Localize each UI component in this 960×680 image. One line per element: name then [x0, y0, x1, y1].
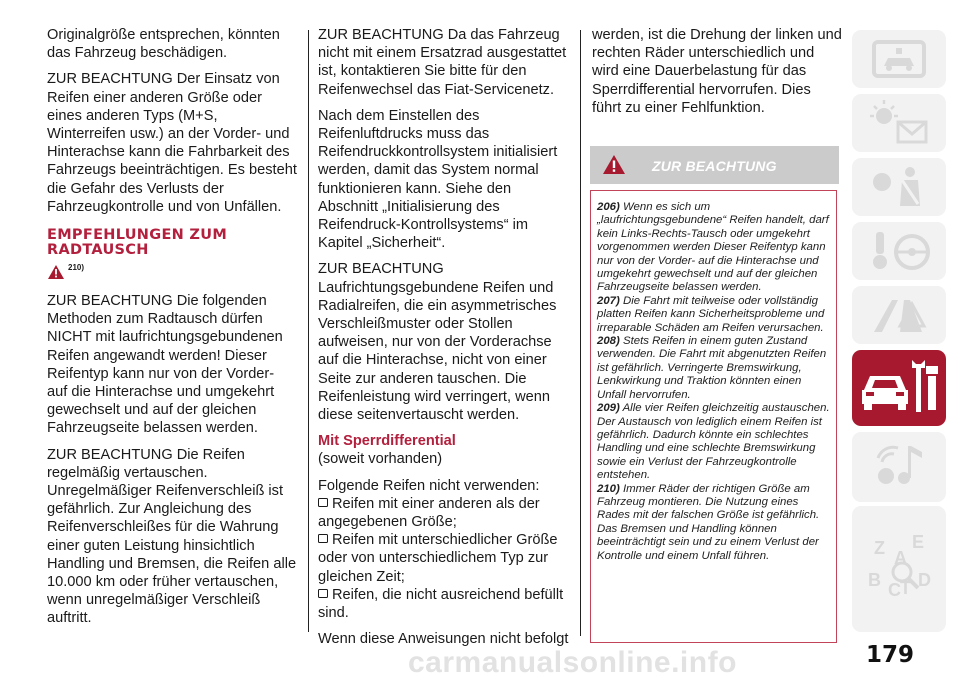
index-letter: C — [888, 580, 901, 600]
text-column-2 — [318, 26, 570, 657]
checkbox-bullet-icon — [318, 589, 328, 598]
paragraph: werden, ist die Drehung der linken und rechten Räder unterschiedlich und wird eine Dauerbelastung für das Sperrdifferential hervorrufen. Dies führt zu einer Fehlfunktion. — [592, 27, 842, 116]
list-item: Reifen mit unterschiedlicher Größe oder von unterschiedlichem Typ zur gleichen Zeit; — [318, 532, 558, 585]
warning-reference[interactable] — [47, 262, 297, 280]
index-letter: E — [912, 532, 925, 552]
list-item: Reifen mit einer anderen als der angegebenen Größe; — [318, 495, 540, 531]
notice-item: 209) Alle vier Reifen gleichzeitig austauschen. Der Austausch von lediglich einem Reifen ist gefährlich. Dadurch könnte ein schlechtes Handling und eine schlechte Bremswirkung sowie ein Verlust der Fahrzeugkontrolle entstehen. — [597, 402, 830, 482]
column-divider — [308, 30, 309, 632]
tab-road-warning[interactable] — [852, 286, 946, 344]
paragraph: ZUR BEACHTUNG Die Reifen regelmäßig vertauschen. Unregelmäßiger Reifenverschleiß ist gefährlich. Zur Angleichung des Reifenverschleißes für die Wahrung einer guten Leistung hinsichtlich Handling und Bremsen, die Reifen alle 10.000 km oder früher vertauschen, wenn unregelmäßiger Verschleiß auftritt. — [47, 446, 297, 627]
section-heading: EMPFEHLUNGEN ZUM RADTAUSCH — [47, 227, 228, 259]
tab-airbag-seatbelt[interactable] — [852, 158, 946, 216]
paragraph: Folgende Reifen nicht verwenden: — [318, 477, 540, 494]
paragraph: Nach dem Einstellen des Reifenluftdrucks muss das Reifendruckkontrollsystem initialisiert werden, damit das System normal funktionieren kann. Siehe den Abschnitt „Initialisierung des Reifendruck-Kontrollsystems“ im Kapitel „Sicherheit“. — [318, 107, 558, 252]
notice-item: 210) Immer Räder der richtigen Größe am Fahrzeug montieren. Die Nutzung eines Rades mit der falschen Größe ist gefährlich. Das Bremsen und Handling können beeinträchtigt sein und zu einem Verlust der Kontrolle und einem Unfall führen. — [597, 482, 820, 562]
paragraph: Originalgröße entsprechen, könnten das Fahrzeug beschädigen. — [47, 27, 280, 62]
tab-multimedia[interactable] — [852, 432, 946, 502]
index-letter: A — [894, 548, 907, 568]
paragraph: ZUR BEACHTUNG Der Einsatz von Reifen einer anderen Größe oder eines anderen Typs (M+S, Winterreifen usw.) an der Vorder- und Hinterachse kann die Fahrbarkeit des Fahrzeugs beeinträchtigen. Es besteht die Gefahr des Verlusts der Fahrzeugkontrolle und von Unfällen. — [47, 71, 297, 215]
tab-car-info[interactable] — [852, 30, 946, 88]
road-warning-icon — [852, 286, 946, 344]
paragraph: ZUR BEACHTUNG Da das Fahrzeug nicht mit einem Ersatzrad ausgestattet ist, kontaktieren Sie bitte für den Reifenwechsel das Fiat-Servicenetz. — [318, 27, 567, 98]
notice-item: 208) Stets Reifen in einem guten Zustand verwenden. Die Fahrt mit abgenutzten Reifen ist gefährlich. Verringerte Bremswirkung, Lenkwirkung und Traktion könnten einen Unfall hervorrufen. — [597, 335, 827, 401]
column-divider — [580, 30, 581, 636]
paragraph: ZUR BEACHTUNG Laufrichtungsgebundene Reifen und Radialreifen, die ein asymmetrisches Verschleißmuster oder Stollen aufweisen, nur von der Vorderachse auf die Hinterachse, nicht von einer Seite zur anderen tauschen. Die Reifenleistung wird verringert, wenn diese seitenvertauscht werden. — [318, 261, 557, 424]
paragraph: ZUR BEACHTUNG Die folgenden Methoden zum Radtausch dürfen NICHT mit laufrichtungsgebundenen Reifen angewandt werden! Dieser Reifentyp kann nur von der Vorder- auf die Hinterachse und umgekehrt gewechselt und auf der gleichen Fahrzeugseite belassen werden. — [47, 293, 283, 437]
tab-lights-mail[interactable] — [852, 94, 946, 152]
index-letter: B — [868, 570, 881, 590]
watermark: carmanualsonline.info — [408, 646, 737, 679]
index-letter: T — [900, 578, 911, 598]
warning-triangle-icon — [47, 264, 65, 280]
sub-note: (soweit vorhanden) — [318, 451, 443, 468]
tab-key-steering[interactable] — [852, 222, 946, 280]
notice-box — [590, 190, 837, 643]
sub-heading: Mit Sperrdifferential — [318, 433, 456, 450]
notice-title: ZUR BEACHTUNG — [652, 158, 777, 174]
text-column-3 — [592, 26, 842, 125]
car-info-icon — [852, 30, 946, 88]
index-letter: Z — [874, 538, 885, 558]
tab-car-service[interactable] — [852, 350, 946, 426]
index-letters-icon — [852, 506, 946, 632]
warning-triangle-icon — [602, 154, 626, 175]
text-column-1 — [47, 26, 297, 636]
multimedia-icon — [852, 432, 946, 502]
bullet-list — [318, 495, 570, 622]
key-steering-icon — [852, 222, 946, 280]
notice-item: 207) Die Fahrt mit teilweise oder vollständig platten Reifen kann Sicherheitsprobleme und irreparable Schäden am Reifen verursachen. — [597, 294, 825, 334]
tab-index[interactable] — [852, 506, 946, 632]
list-item: Reifen, die nicht ausreichend befüllt sind. — [318, 586, 564, 622]
checkbox-bullet-icon — [318, 534, 328, 543]
checkbox-bullet-icon — [318, 498, 328, 507]
notice-item: 206) Wenn es sich um „laufrichtungsgebundene“ Reifen handelt, darf kein Links-Rechts-Tausch oder umgekehrt vorgenommen werden Dieser Reifentyp kann nur von der Vorder- auf die Hinterachse und umgekehrt gewechselt und auf der gleichen Fahrzeugseite belassen werden. — [597, 201, 829, 294]
index-letter: D — [918, 570, 931, 590]
notice-header — [590, 146, 839, 184]
lights-mail-icon — [852, 94, 946, 152]
page-number: 179 — [866, 642, 915, 668]
car-service-icon — [852, 350, 946, 426]
paragraph: Wenn diese Anweisungen nicht befolgt — [318, 631, 569, 648]
airbag-seatbelt-icon — [852, 158, 946, 216]
warning-ref-number: 210) — [68, 262, 85, 272]
